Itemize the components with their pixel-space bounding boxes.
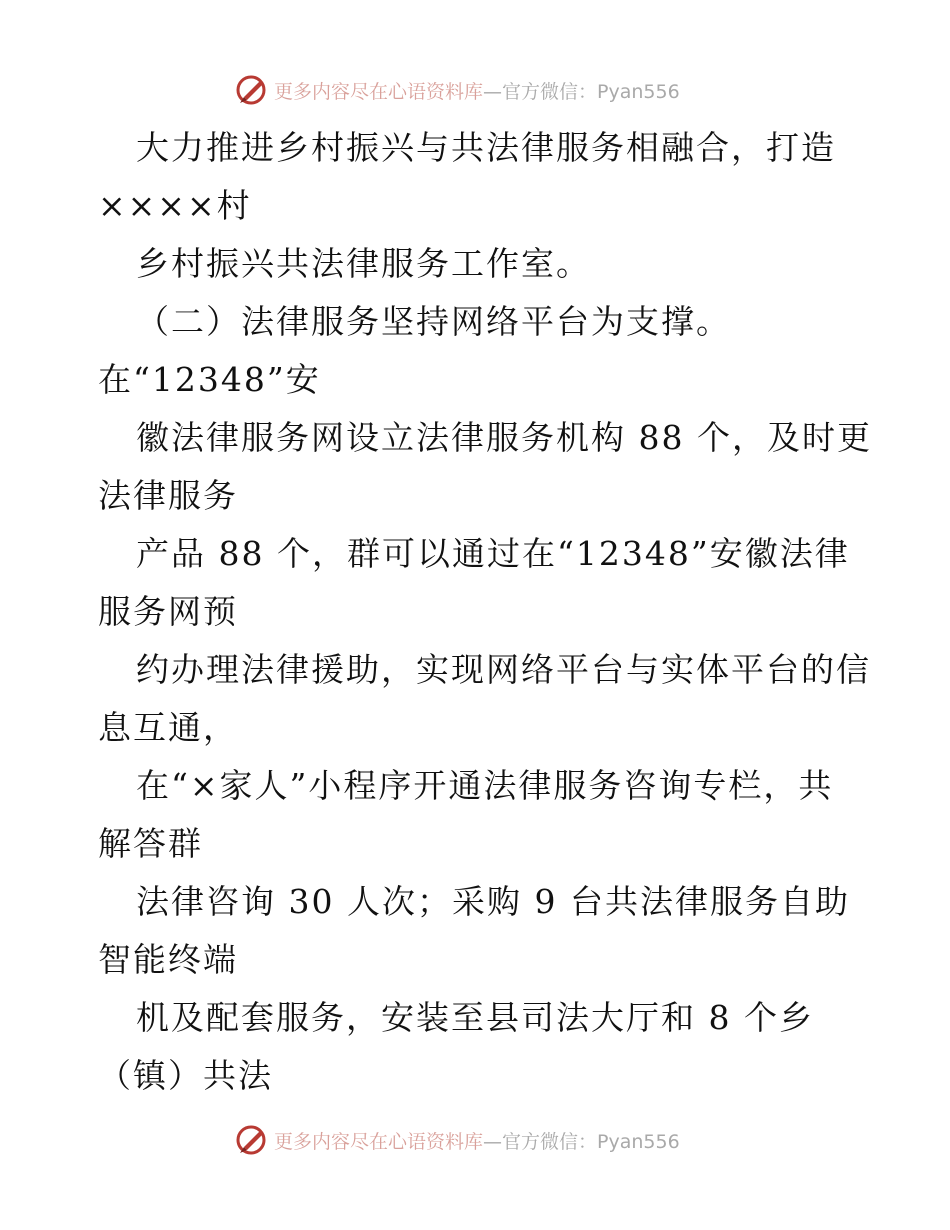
- pen-logo-icon: [234, 1123, 268, 1157]
- watermark-text: 更多内容尽在心语资料库: [274, 1130, 484, 1153]
- text-line: 解答群: [98, 824, 203, 863]
- text-line: 服务网预: [98, 592, 238, 631]
- text-line: 法律服务: [98, 476, 238, 515]
- watermark-wechat: —官方微信：Pyan556: [483, 1130, 680, 1153]
- text-line: （镇）共法: [98, 1056, 273, 1095]
- text-line: ××××村: [98, 186, 252, 225]
- text-line: 产品 88 个，群可以通过在“12348”安徽法律: [136, 534, 850, 573]
- pen-logo-icon: [234, 73, 268, 107]
- text-line: 智能终端: [98, 940, 238, 979]
- text-line: 机及配套服务，安装至县司法大厅和 8 个乡: [136, 998, 814, 1037]
- text-line: 在“12348”安: [98, 360, 321, 399]
- watermark-wechat: —官方微信：Pyan556: [483, 80, 680, 103]
- text-line: 息互通，: [98, 708, 238, 747]
- text-line: 在“×家人”小程序开通法律服务咨询专栏，共: [136, 766, 834, 805]
- text-line: 大力推进乡村振兴与共法律服务相融合，打造: [136, 128, 836, 167]
- watermark-text: 更多内容尽在心语资料库: [274, 80, 484, 103]
- text-line: （二）法律服务坚持网络平台为支撑。: [136, 302, 731, 341]
- watermark-header: [234, 72, 680, 108]
- text-line: 徽法律服务网设立法律服务机构 88 个，及时更: [136, 418, 872, 457]
- text-line: 约办理法律援助，实现网络平台与实体平台的信: [136, 650, 871, 689]
- watermark-footer: [234, 1122, 680, 1158]
- text-line: 法律咨询 30 人次；采购 9 台共法律服务自助: [136, 882, 850, 921]
- text-line: 乡村振兴共法律服务工作室。: [136, 244, 591, 283]
